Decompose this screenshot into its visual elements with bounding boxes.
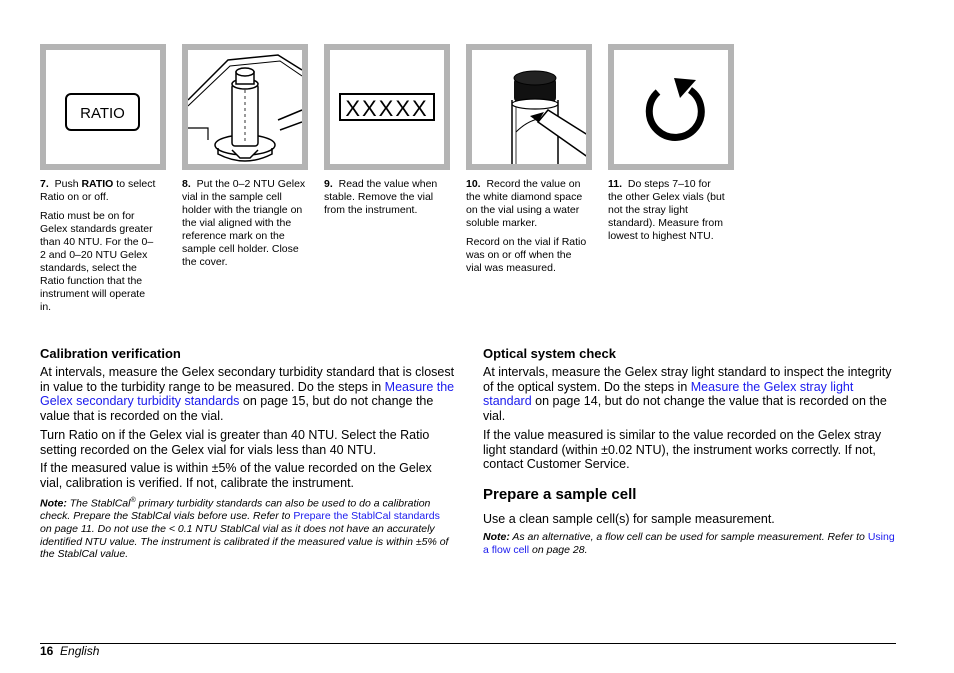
step-8-number: 8. [182,178,191,190]
step-11-illustration [608,44,734,170]
calibration-note [40,495,452,561]
step-11-text: Do steps 7–10 for the other Gelex vials (but not the stray light standard). Measure from lowest to highest NTU. [608,178,725,242]
registered-mark: ® [130,497,136,504]
step-9-number: 9. [324,178,333,190]
vial-in-holder-icon [188,50,302,164]
gelex-secondary-standards-link[interactable]: Measure the Gelex secondary turbidity standards [40,379,455,409]
page-footer [40,644,99,658]
prepare-stablcal-link[interactable]: Prepare the StablCal standards [293,510,440,523]
calibration-p1-text-b: on page 15, but do not change the value that is recorded on the vial. [40,394,434,423]
calibration-note-text-c: on page 11. Do not use the < 0.1 NTU StablCal vial as it does not have an accurately identified NTU value. The instrument is calibrated if the measured value is within ±5% of the StablCal value. [40,522,449,561]
calibration-p1-text-a: At intervals, measure the Gelex secondary turbidity standard that is closest in value to the turbidity range to be measured. Do the steps in [40,365,455,394]
step-11-caption [608,178,726,249]
step-8-illustration [182,44,308,170]
calibration-heading: Calibration verification [40,346,181,361]
calibration-paragraph-1 [40,365,455,423]
prepare-note-text-b: on page 28. [529,543,588,556]
step-8-text: Put the 0–2 NTU Gelex vial in the sample cell holder with the triangle on the vial aligned with the reference mark on the sample cell holder. Close the cover. [182,178,306,268]
display-readout-icon [330,50,444,164]
step-10-caption [466,178,588,281]
footer-language: English [60,644,100,658]
optical-heading: Optical system check [483,346,616,361]
step-7-caption [40,178,158,320]
using-flow-cell-link[interactable]: Using a flow cell [483,531,895,556]
ratio-key-icon [46,50,160,164]
prepare-note-text-a: As an alternative, a flow cell can be used for sample measurement. Refer to [509,531,868,543]
step-7-number: 7. [40,178,49,190]
gelex-stray-light-link[interactable]: Measure the Gelex stray light standard [483,379,854,409]
step-9-text: Read the value when stable. Remove the vial from the instrument. [324,178,438,216]
calibration-note-text-a: The StablCal [66,497,131,510]
calibration-note-text-b: primary turbidity standards can also be used to do a calibration check. Prepare the StablCal vials before use. Refer to [40,497,431,523]
optical-p1-text-b: on page 14, but do not change the value that is recorded on the vial. [483,394,887,423]
step-11-number: 11. [608,178,623,190]
step-7-text-b: to select Ratio on or off. [40,178,156,203]
step-10-extra: Record on the vial if Ratio was on or off when the vial was measured. [466,236,587,274]
step-10-text: Record the value on the white diamond space on the vial using a water soluble marker. [466,178,583,229]
step-9-caption [324,178,442,223]
optical-p1-text-a: At intervals, measure the Gelex stray light standard to inspect the integrity of the optical system. Do the steps in [483,365,892,394]
page-number: 16 [40,644,54,658]
step-9-illustration [324,44,450,170]
calibration-paragraph-3: If the measured value is within ±5% of the value recorded on the Gelex vial, calibration is verified. If not, calibrate the instrument. [40,461,432,490]
prepare-note [483,531,895,556]
calibration-paragraph-2: Turn Ratio on if the Gelex vial is greater than 40 NTU. Select the Ratio setting recorded on the Gelex vial for vials less than 40 NTU. [40,428,430,457]
prepare-heading: Prepare a sample cell [483,486,637,503]
step-10-illustration [466,44,592,170]
marker-on-vial-icon [472,50,586,164]
step-7-extra: Ratio must be on for Gelex standards greater than 40 NTU. For the 0–2 and 0–20 NTU Gelex standards, select the Ratio function that the instrument will operate in. [40,210,154,313]
step-7-illustration [40,44,166,170]
optical-paragraph-1 [483,365,895,423]
step-8-caption [182,178,306,275]
calibration-note-label: Note: [40,497,67,510]
step-7-text-a: Push [54,178,82,190]
repeat-icon [614,50,728,164]
step-7-key: RATIO [81,178,114,190]
prepare-note-label: Note: [483,531,510,543]
step-10-number: 10. [466,178,481,190]
optical-paragraph-2: If the value measured is similar to the value recorded on the Gelex stray light standard (within ±0.02 NTU), the instrument works correctly. If not, contact Customer Service. [483,428,882,472]
footer-rule [40,643,896,644]
prepare-paragraph-1: Use a clean sample cell(s) for sample measurement. [483,512,775,526]
display-readout-text: XXXXX [345,96,429,121]
ratio-key-label: RATIO [80,105,125,122]
